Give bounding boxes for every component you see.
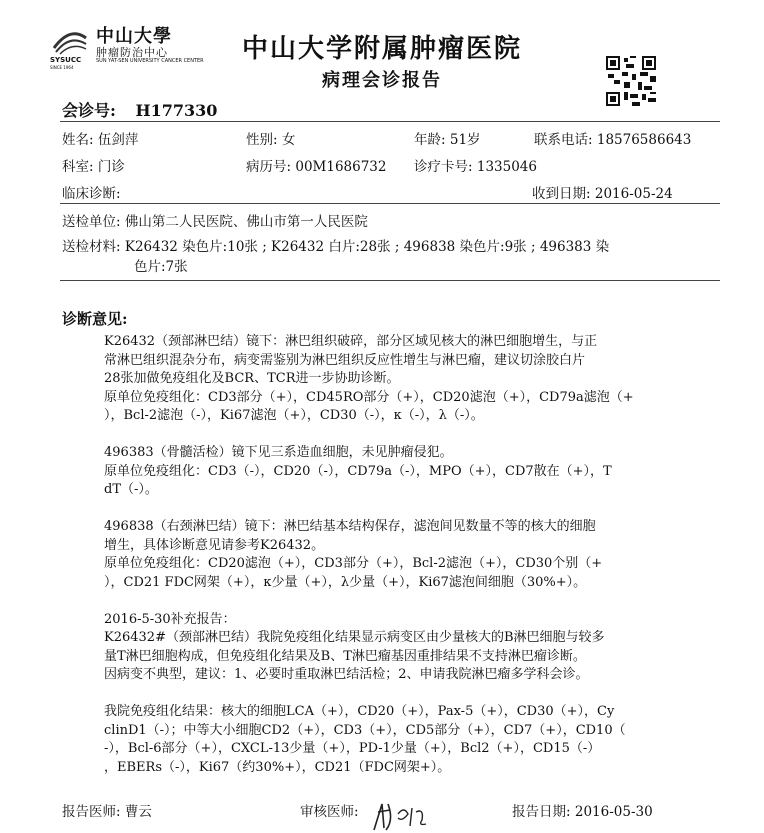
- diagnosis-line: 2016-5-30补充报告：: [104, 611, 236, 627]
- diagnosis-line: 原单位免疫组化：CD3部分（+），CD45RO部分（+），CD20滤泡（+），CD79a滤泡（+: [104, 389, 634, 405]
- patient-age: 年龄: 51岁: [414, 132, 481, 148]
- logo-name-cn: 中山大學: [96, 26, 172, 47]
- divider: [60, 203, 720, 204]
- reviewer-signature-icon: [368, 800, 438, 833]
- diagnosis-line: 增生，具体诊断意见请参考K26432。: [104, 537, 325, 553]
- diagnosis-line: ，EBERs（-），Ki67（约30%+），CD21（FDC网架+）。: [104, 759, 451, 775]
- diagnosis-line: [104, 426, 709, 445]
- patient-phone: 联系电话: 18576586643: [534, 132, 692, 148]
- patient-record: 病历号: 00M1686732: [246, 159, 387, 175]
- diagnosis-line: K26432#（颈部淋巴结）我院免疫组化结果显示病变区由少量核大的B淋巴细胞与较多: [104, 630, 605, 645]
- diagnosis-body: [104, 333, 709, 777]
- logo-since: SINCE 1964: [50, 65, 74, 70]
- diagnosis-line: ），Bcl-2滤泡（-），Ki67滤泡（+），CD30（-），κ（-），λ（-）。: [104, 408, 484, 423]
- diagnosis-line: 原单位免疫组化：CD3（-），CD20（-），CD79a（-），MPO（+），CD7散在（+），T: [104, 463, 612, 479]
- qr-code-icon: [606, 56, 656, 106]
- report-date: 报告日期: 2016-05-30: [512, 804, 653, 820]
- diagnosis-line: -），Bcl-6部分（+），CXCL-13少量（+），PD-1少量（+），Bcl2（+），CD15（-）: [104, 741, 601, 756]
- consult-number: [62, 98, 217, 121]
- patient-name: 姓名: 伍剑萍: [62, 132, 139, 148]
- received-date: 收到日期: 2016-05-24: [532, 186, 673, 202]
- reviewer: 审核医师:: [300, 804, 359, 820]
- diagnosis-title: 诊断意见:: [62, 310, 128, 328]
- diagnosis-line: 原单位免疫组化：CD20滤泡（+），CD3部分（+），Bcl-2滤泡（+），CD30个别（+: [104, 556, 603, 571]
- report-title: 中山大学附属肿瘤医院: [241, 34, 522, 64]
- clinical-diagnosis: 临床诊断:: [62, 186, 121, 202]
- divider: [60, 121, 720, 122]
- diagnosis-line: [104, 592, 709, 611]
- diagnosis-line: 496383（骨髓活检）镜下见三系造血细胞，未见肿瘤侵犯。: [104, 445, 453, 460]
- diagnosis-line: [104, 685, 709, 704]
- patient-dept: 科室: 门诊: [62, 159, 125, 175]
- diagnosis-line: 28张加做免疫组化及BCR、TCR进一步协助诊断。: [104, 371, 400, 386]
- submission-material: 送检材料: K26432 染色片:10张 ; K26432 白片:28张 ; 496838 染色片:9张 ; 496383 染: [62, 239, 610, 255]
- diagnosis-line: 496838（右颈淋巴结）镜下：淋巴结基本结构保存，滤泡间见数量不等的核大的细胞: [104, 519, 596, 534]
- diagnosis-line: K26432（颈部淋巴结）镜下：淋巴组织破碎，部分区域见核大的淋巴细胞增生，与正: [104, 334, 598, 349]
- patient-gender: 性别: 女: [246, 132, 296, 148]
- patient-card: 诊疗卡号: 1335046: [414, 159, 537, 175]
- diagnosis-line: 量T淋巴细胞构成，但免疫组化结果及B、T淋巴瘤基因重排结果不支持淋巴瘤诊断。: [104, 648, 586, 664]
- logo-name-en: SUN YAT-SEN UNIVERSITY CANCER CENTER: [96, 58, 204, 64]
- diagnosis-line: 常淋巴组织混杂分布，病变需鉴别为淋巴组织反应性增生与淋巴瘤，建议切涂胶白片: [104, 352, 586, 368]
- report-doctor: 报告医师: 曹云: [62, 804, 152, 820]
- logo-abbr: SYSUCC: [50, 56, 82, 64]
- diagnosis-line: dT（-）。: [104, 482, 158, 497]
- diagnosis-line: 我院免疫组化结果：核大的细胞LCA（+），CD20（+），Pax-5（+），CD30（+），Cy: [104, 704, 615, 719]
- consult-value: H177330: [135, 101, 218, 120]
- diagnosis-line: clinD1（-）；中等大小细胞CD2（+），CD3（+），CD5部分（+），CD7（+），CD10（: [104, 722, 626, 738]
- report-subtitle: 病理会诊报告: [322, 70, 442, 91]
- divider: [60, 280, 720, 281]
- submission-material-cont: 色片:7张: [134, 259, 188, 275]
- diagnosis-line: ），CD21 FDC网架（+），κ少量（+），λ少量（+），Ki67滤泡间细胞（30%+）。: [104, 574, 587, 590]
- consult-label: 会诊号:: [62, 101, 116, 120]
- diagnosis-line: 因病变不典型，建议：1、必要时重取淋巴结活检；2、申请我院淋巴瘤多学科会诊。: [104, 667, 589, 682]
- logo-sub-cn: 肿瘤防治中心: [96, 46, 168, 59]
- diagnosis-line: [104, 500, 709, 519]
- submitting-unit: 送检单位: 佛山第二人民医院、佛山市第一人民医院: [62, 214, 368, 230]
